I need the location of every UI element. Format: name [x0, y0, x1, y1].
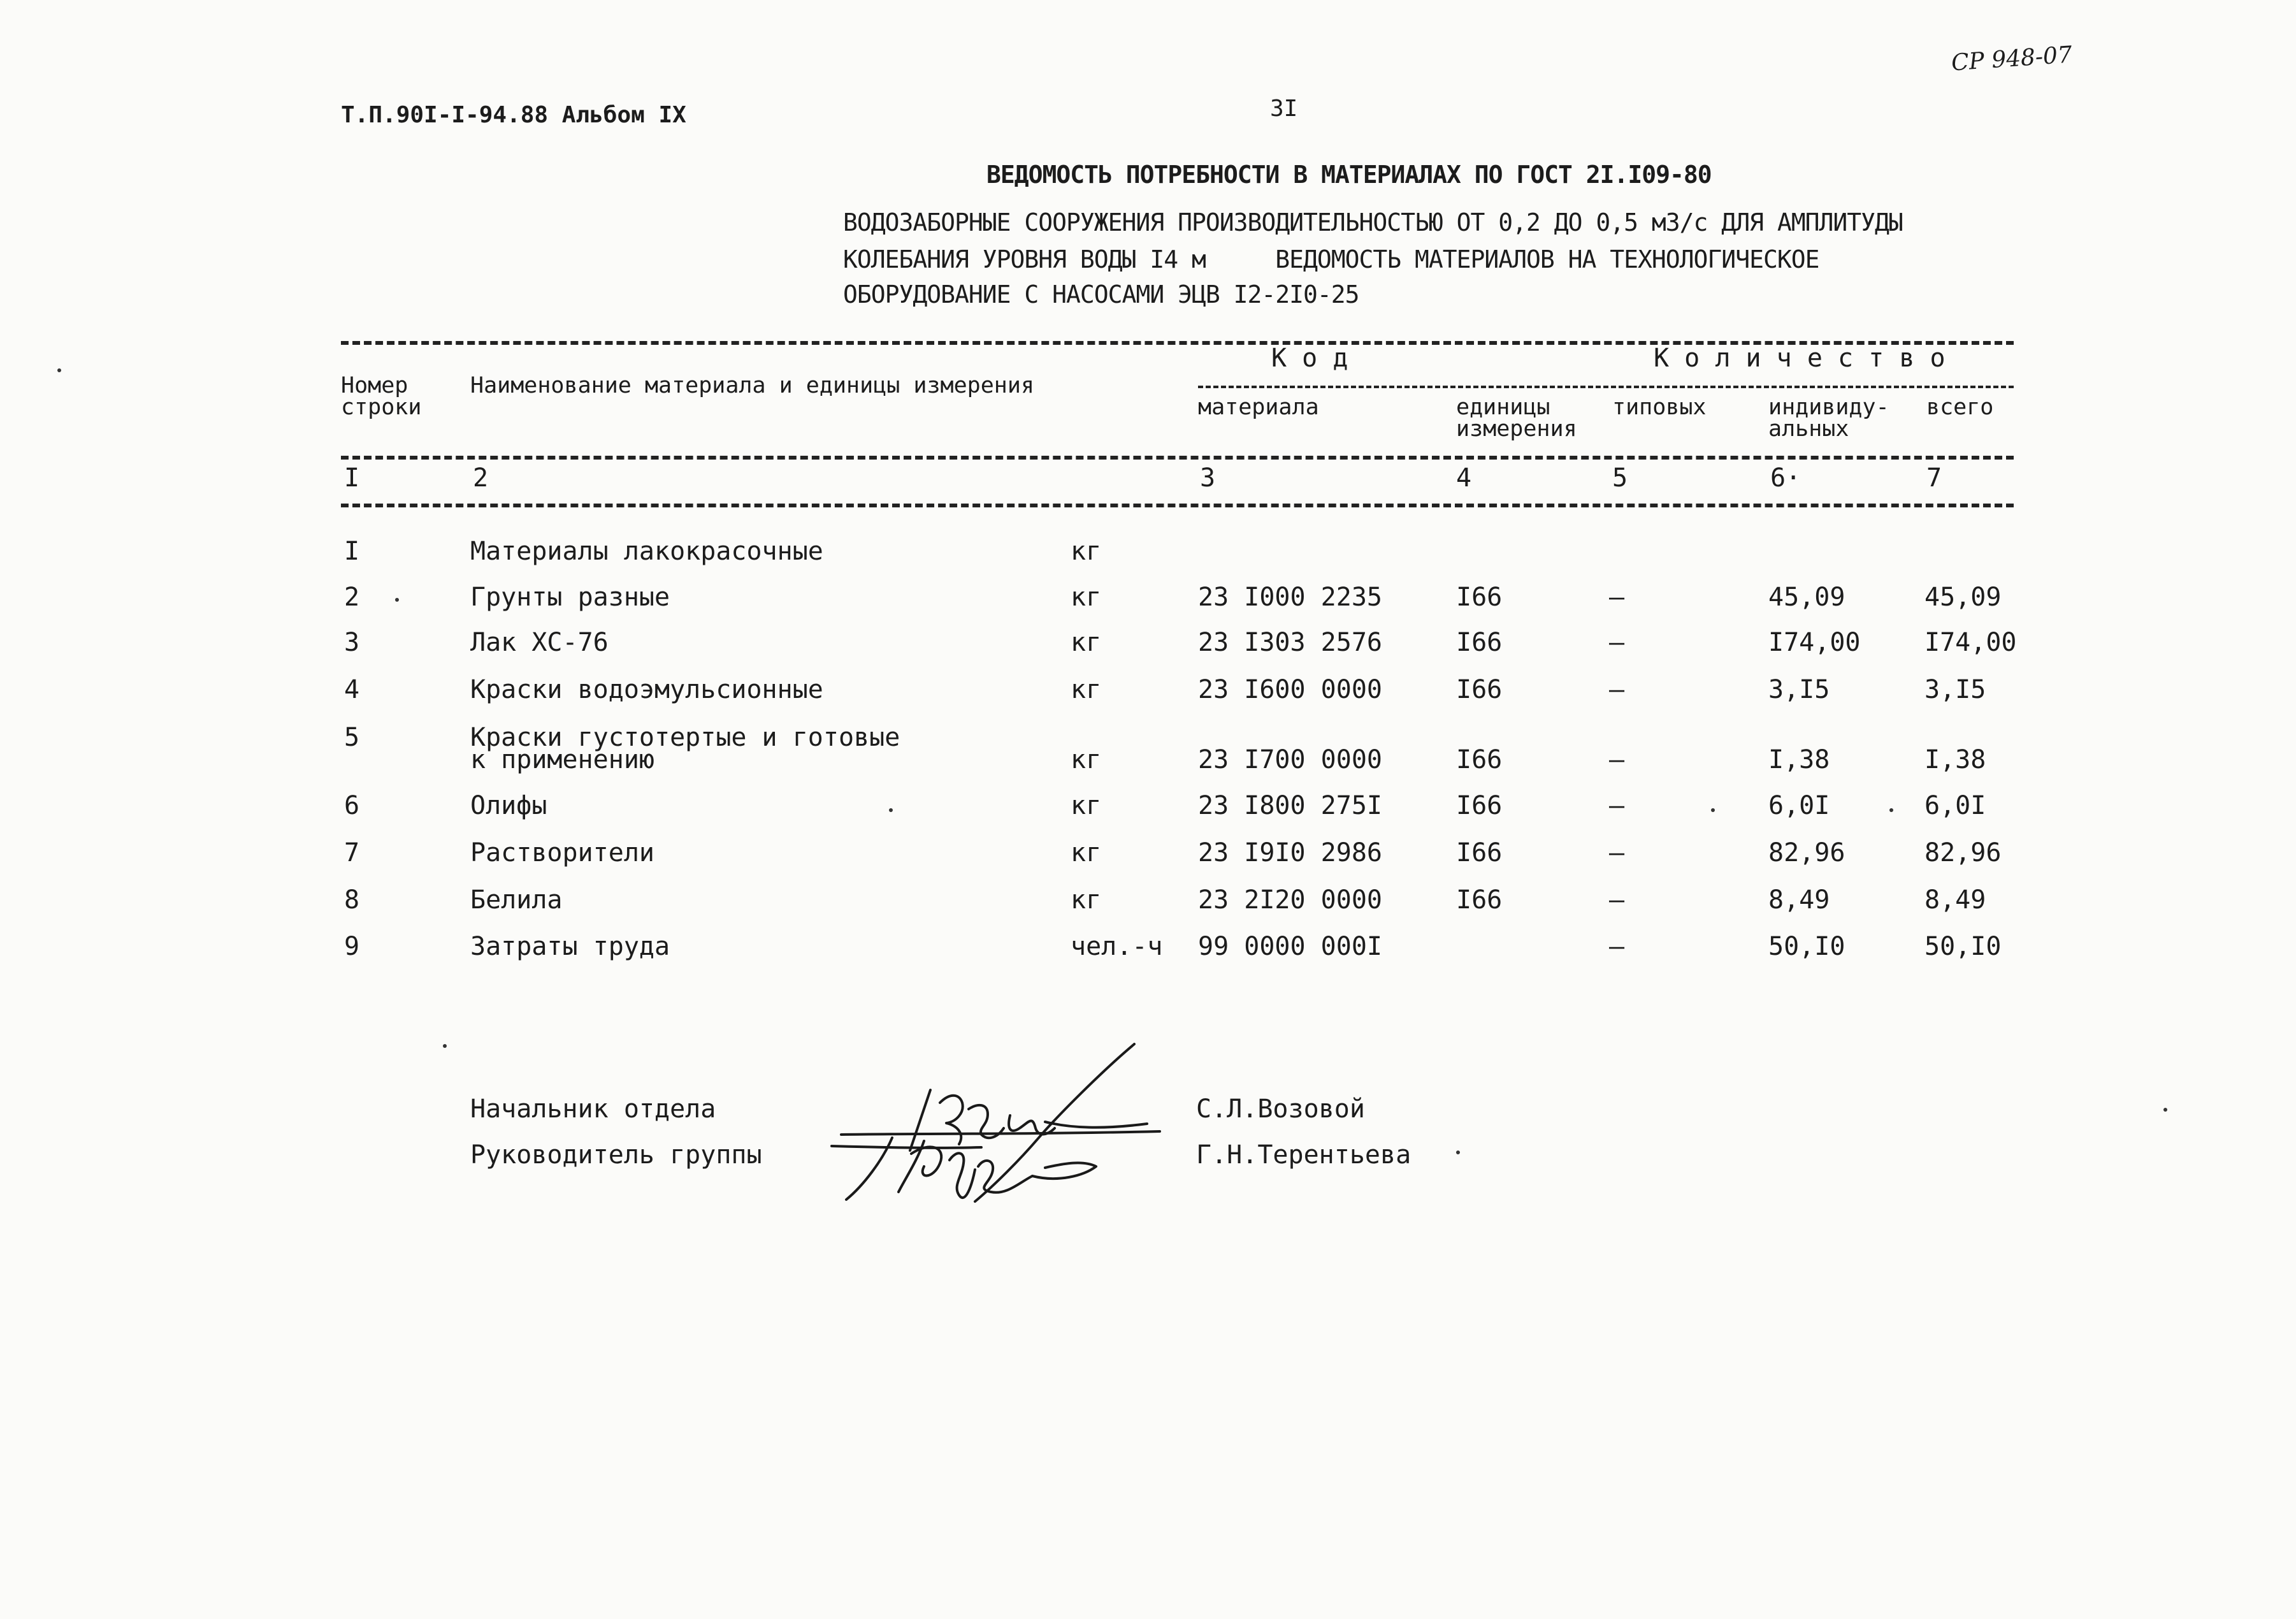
typical-quantity: – — [1609, 583, 1625, 612]
individual-quantity: 3,I5 — [1768, 675, 1830, 704]
header-quantity-group: К о л и ч е с т в о — [1654, 344, 1946, 373]
material-name: Материалы лакокрасочные — [470, 537, 823, 566]
typical-quantity: – — [1609, 838, 1625, 868]
header-bottom-rule — [341, 456, 2014, 460]
column-number-rule — [341, 504, 2014, 507]
unit-code: I66 — [1456, 885, 1503, 915]
row-number: 4 — [344, 675, 360, 704]
material-code: 23 2I20 0000 — [1198, 885, 1382, 915]
total-quantity: 8,49 — [1924, 885, 1986, 915]
unit: кг — [1071, 583, 1102, 612]
header-name: Наименование материала и единицы измерения — [470, 373, 1035, 398]
total-quantity: 45,09 — [1924, 583, 2002, 612]
scan-speck — [395, 598, 399, 602]
individual-quantity: 82,96 — [1768, 838, 1845, 868]
individual-quantity: 8,49 — [1768, 885, 1830, 915]
header-row-no-line1: Номер — [341, 373, 408, 398]
material-name: Краски водоэмульсионные — [470, 675, 823, 704]
archive-stamp: СР 948-07 — [1950, 41, 2074, 76]
unit-code: I66 — [1456, 628, 1503, 657]
individual-quantity: 6,0I — [1768, 791, 1830, 820]
material-code: 23 I9I0 2986 — [1198, 838, 1382, 868]
header-unit-code-line1: единицы — [1456, 395, 1550, 420]
material-name: Лак ХС-76 — [470, 628, 609, 657]
unit: кг — [1071, 885, 1102, 915]
individual-quantity: I74,00 — [1768, 628, 1861, 657]
row-number: 8 — [344, 885, 360, 915]
typical-quantity: – — [1609, 628, 1625, 657]
individual-quantity: 45,09 — [1768, 583, 1845, 612]
total-quantity: I,38 — [1924, 745, 1986, 774]
unit-code: I66 — [1456, 838, 1503, 868]
typical-quantity: – — [1609, 745, 1625, 774]
row-number: 3 — [344, 628, 360, 657]
unit-code: I66 — [1456, 791, 1503, 820]
total-quantity: I74,00 — [1924, 628, 2017, 657]
material-code: 99 0000 000I — [1198, 932, 1382, 961]
handwritten-signatures — [828, 1033, 1211, 1230]
unit-code: I66 — [1456, 745, 1503, 774]
material-code: 23 I600 0000 — [1198, 675, 1382, 704]
header-individual-line1: индивиду- — [1768, 395, 1889, 420]
group-header-rule — [1198, 386, 2014, 388]
material-name: Затраты труда — [470, 932, 670, 961]
typical-quantity: – — [1609, 675, 1625, 704]
column-number-5: 5 — [1612, 463, 1628, 493]
scan-speck — [57, 368, 61, 372]
material-code: 23 I700 0000 — [1198, 745, 1382, 774]
column-number-1: I — [344, 463, 360, 493]
total-quantity: 6,0I — [1924, 791, 1986, 820]
signature-role-head: Начальник отдела — [470, 1094, 716, 1124]
material-name: Грунты разные — [470, 583, 670, 612]
document-title: ВЕДОМОСТЬ ПОТРЕБНОСТИ В МАТЕРИАЛАХ ПО ГОСТ 2I.I09-80 — [986, 161, 1712, 189]
typical-quantity: – — [1609, 932, 1625, 961]
typical-quantity: – — [1609, 885, 1625, 915]
material-name: Олифы — [470, 791, 547, 820]
document-reference: Т.П.90I-I-94.88 Альбом IX — [341, 102, 686, 128]
unit: кг — [1071, 675, 1102, 704]
scan-speck — [2163, 1108, 2167, 1112]
title-line-2: ВОДОЗАБОРНЫЕ СООРУЖЕНИЯ ПРОИЗВОДИТЕЛЬНОСТЬЮ ОТ 0,2 ДО 0,5 м3/с ДЛЯ АМПЛИТУДЫ — [843, 208, 1903, 236]
total-quantity: 3,I5 — [1924, 675, 1986, 704]
signatory-name-head: С.Л.Возовой — [1196, 1094, 1365, 1124]
unit-code: I66 — [1456, 675, 1503, 704]
material-code: 23 I303 2576 — [1198, 628, 1382, 657]
typical-quantity: – — [1609, 791, 1625, 820]
row-number: 2 — [344, 583, 360, 612]
column-number-7: 7 — [1926, 463, 1942, 493]
unit: кг — [1071, 838, 1102, 868]
material-name-continued: к применению — [470, 745, 654, 774]
header-row-no-line2: строки — [341, 395, 422, 420]
scan-speck — [1889, 808, 1893, 812]
scan-speck — [443, 1044, 447, 1048]
page-number: 3I — [1270, 96, 1298, 122]
material-code: 23 I000 2235 — [1198, 583, 1382, 612]
scan-speck — [1711, 808, 1715, 812]
material-name: Краски густотертые и готовые — [470, 723, 900, 752]
title-line-3: КОЛЕБАНИЯ УРОВНЯ ВОДЫ I4 м ВЕДОМОСТЬ МАТЕРИАЛОВ НА ТЕХНОЛОГИЧЕСКОЕ — [843, 245, 1819, 273]
title-line-4: ОБОРУДОВАНИЕ С НАСОСАМИ ЭЦВ I2-2I0-25 — [843, 280, 1359, 309]
signature-role-group-lead: Руководитель группы — [470, 1140, 762, 1170]
scan-speck — [1456, 1151, 1460, 1154]
unit: кг — [1071, 745, 1102, 774]
row-number: 7 — [344, 838, 360, 868]
header-code-group: К о д — [1271, 344, 1348, 373]
column-number-2: 2 — [473, 463, 489, 493]
row-number: 6 — [344, 791, 360, 820]
unit: кг — [1071, 537, 1102, 566]
material-name: Белила — [470, 885, 563, 915]
unit: кг — [1071, 791, 1102, 820]
column-number-3: 3 — [1200, 463, 1216, 493]
row-number: I — [344, 537, 360, 566]
header-material-code: материала — [1198, 395, 1319, 420]
row-number: 5 — [344, 723, 360, 752]
scan-speck — [889, 808, 893, 812]
total-quantity: 50,I0 — [1924, 932, 2002, 961]
unit-code: I66 — [1456, 583, 1503, 612]
header-unit-code-line2: измерения — [1456, 416, 1577, 442]
total-quantity: 82,96 — [1924, 838, 2002, 868]
material-name: Растворители — [470, 838, 654, 868]
row-number: 9 — [344, 932, 360, 961]
column-number-6: 6· — [1770, 463, 1801, 493]
header-individual-line2: альных — [1768, 416, 1849, 442]
signatory-name-group-lead: Г.Н.Терентьева — [1196, 1140, 1412, 1170]
unit: чел.-ч — [1071, 932, 1163, 961]
individual-quantity: 50,I0 — [1768, 932, 1845, 961]
header-typical: типовых — [1612, 395, 1707, 420]
column-number-4: 4 — [1456, 463, 1472, 493]
header-total: всего — [1926, 395, 1994, 420]
material-code: 23 I800 275I — [1198, 791, 1382, 820]
unit: кг — [1071, 628, 1102, 657]
individual-quantity: I,38 — [1768, 745, 1830, 774]
